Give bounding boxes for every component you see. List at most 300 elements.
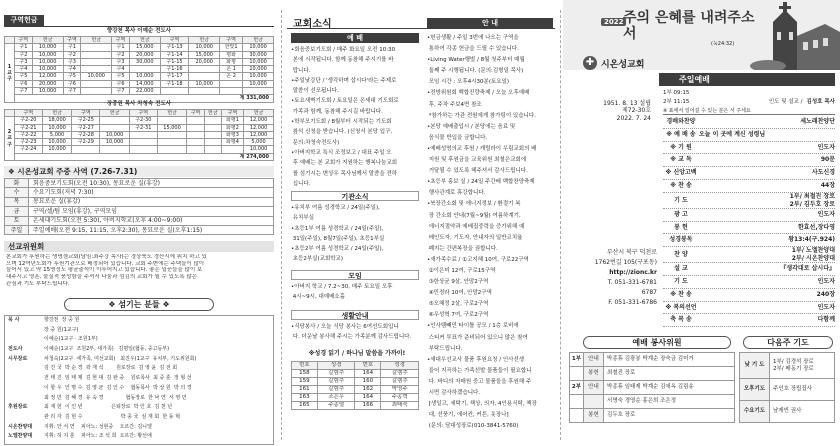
volunteer-role: 봉헌 [584, 409, 604, 423]
news-line: ④민정라 10여, 안맘2구역 [427, 290, 492, 297]
schedule-desc: 몽묘로운 실(휴강) [29, 197, 274, 206]
news-line: •새가족수료 / ①고지혜 10여, 구로22구역 [427, 256, 529, 263]
guide-title: 안 내 [427, 18, 553, 28]
news-line: •본당 예배출입시 / 본당에는 음료 및 [427, 123, 516, 130]
news-line: •학부모기도회 / 8월부터 시작되는 기도회 [291, 119, 392, 126]
table-header-cell: 헌금 [32, 37, 63, 44]
volunteer-names: 최철진 장로 [604, 367, 735, 381]
bible-reading-title: ※성경 읽기 / 하나님 말씀을 가까이! [308, 350, 406, 357]
divider [4, 26, 274, 27]
table-cell [157, 131, 187, 138]
volunteer-service: 1부 [570, 353, 584, 367]
table-cell [157, 117, 187, 124]
volunteer-service [570, 395, 584, 409]
table-cell: 온 1 [220, 66, 243, 73]
news-meeting-items [291, 282, 421, 303]
worship-order-row [663, 234, 835, 247]
table-cell [129, 146, 157, 153]
worship-title: 주일예배 [659, 73, 835, 86]
schedule-day: 토 [5, 216, 29, 225]
schedule-day: 수 [5, 188, 29, 197]
mission-line: 들어서 있고 약 15명정도 평균출석이 이루어지고 있습니다. 좋은 일꾼들을 많이 보 [6, 267, 203, 274]
news-line: 본에 시작됩니다. 함께 동참해 주시기를 바 [291, 57, 394, 64]
table-cell: 구6 [15, 80, 33, 87]
table-header-cell: 구역 [72, 110, 100, 117]
table-cell: 30,000 [129, 58, 160, 65]
nextweek-table [739, 352, 835, 423]
servant-row [5, 413, 273, 423]
volunteer-service [570, 409, 584, 423]
panel-divider [281, 10, 282, 440]
table-header-cell: 헌금 [157, 110, 187, 117]
table-header-cell: 구역 [221, 110, 243, 117]
table-cell: 구4 [15, 66, 33, 73]
news-line: •전방위원회 백합진량축제 / 오늘 오후예배 [427, 90, 530, 97]
worship-order-row [663, 276, 835, 289]
news-line: 행사관계로 휴강합니다. [427, 190, 486, 197]
bible-reading-table [291, 361, 419, 410]
schedule-day: 화 [5, 179, 29, 188]
contact-url[interactable]: http://zionc.kr [609, 269, 657, 276]
volunteer-names: 박종휴 김광봉 박계순 장숙금 김미거 [604, 353, 735, 367]
news-line: •유치부 여름 성경학교 / 24일(주일), [291, 205, 380, 211]
news-line: 후, 주차 주보4면 참조 [427, 101, 482, 108]
volunteer-row [570, 381, 735, 395]
news-section-org: 기관소식 [291, 191, 419, 201]
table-cell: 구7 [112, 87, 130, 94]
schedule-row [5, 216, 274, 225]
news-line: 십니다. [291, 180, 311, 187]
table-cell: 갈렘추 [381, 378, 419, 386]
schedule-row [5, 179, 274, 188]
volunteer-row [570, 395, 735, 409]
table-cell: 구1-16 [160, 66, 189, 73]
news-line: •Living Water행벌 / 8월 첫주부터 매월 [427, 57, 525, 64]
servant-names: 이예순(1교구 조원2부, 새가족) 김평일(협동, 중고등부) [44, 346, 170, 353]
servant-role [8, 413, 44, 423]
schedule-desc: 회음중보기도회(오전 10:30), 몽묘로운 실(휴강) [29, 179, 274, 188]
table-cell: 20,000 [129, 51, 160, 58]
worship-order-person: 1부/ 최철진 장로 2부/ 김두호 장로 [789, 192, 835, 208]
header-year: 2022 [601, 18, 626, 26]
table-cell: 15,000 [157, 124, 187, 131]
table-cell: 20,000 [32, 80, 63, 87]
servant-row [5, 403, 273, 413]
table-cell: 구3 [63, 58, 81, 65]
worship-time-row [663, 89, 835, 98]
table-cell [204, 139, 221, 146]
table-cell: 구2-29 [72, 139, 100, 146]
news-line: 를 섬기시는 변상우 목사님께서 말씀을 전하 [291, 170, 398, 177]
table-header-cell [5, 37, 15, 44]
table-cell: 159 [292, 378, 318, 386]
news-line: 에너지절약과 예배집중력을 증가위해 예 [427, 223, 525, 230]
finance-table1-subtitle: 향강천 목사 이예순 전도사 [106, 28, 172, 34]
table-cell: 10,000 [32, 51, 63, 58]
news-worship-items [291, 45, 421, 189]
nextweek-title: 다음주 기도 [743, 336, 833, 349]
table-cell: 10,000 [243, 58, 274, 65]
total-row [5, 153, 274, 160]
worship-order-item: 찬 양 [674, 251, 688, 259]
volunteer-names: 서명숙 경영순 홍은희 조은정 [604, 395, 735, 409]
news-line: 부탁드립니다. [427, 345, 463, 352]
table-header-row [292, 362, 419, 370]
table-cell: 12,000 [32, 73, 63, 80]
panel-right [563, 0, 840, 446]
table-cell: 164 [355, 370, 381, 378]
table-cell [189, 73, 220, 80]
table-cell: 구5 [63, 73, 81, 80]
table-header-cell: 구역 [220, 37, 243, 44]
news-line: 장 간소회 안내(7월~9월) 여름하계기, [427, 212, 521, 219]
worship-order-desc [699, 193, 765, 208]
worship-order-person: 사도신경 [811, 169, 835, 177]
header-banner [563, 0, 840, 70]
worship-order-person [765, 129, 835, 141]
worship-order-row [663, 154, 835, 167]
table-cell [100, 146, 130, 153]
news-line: 참석 신청을 받습니다. (신청서 본당 입구, [291, 129, 393, 136]
table-header-cell: 구역 [63, 37, 81, 44]
finance-title: 구역헌금 [4, 15, 44, 26]
panel-left [4, 4, 276, 442]
table-cell: 평화 [220, 51, 243, 58]
servant-role [8, 394, 44, 404]
table-cell: 10,000 [42, 146, 72, 153]
worship-order-row [663, 247, 835, 263]
news-line: 모임 시간 : 오후4시30분(토요일) [427, 79, 510, 86]
schedule-table [4, 178, 274, 235]
worship-order-desc [699, 167, 765, 179]
servant-row [5, 432, 273, 442]
table-cell: 화평 [220, 58, 243, 65]
volunteer-service: 2부 [570, 381, 584, 395]
table-cell: 15,000 [129, 44, 160, 51]
table-cell [187, 139, 204, 146]
worship-order-person: 한효선,장다영 [797, 223, 835, 231]
meta-block [581, 100, 651, 122]
servant-names: 지휘: 허 지 훈 피아노: 조 석 희 오르간: 황선애 [44, 433, 152, 440]
worship-order-item: 기 도 [674, 277, 688, 285]
table-cell: 164 [355, 394, 381, 402]
table-cell: 구4 [63, 66, 81, 73]
servant-row [5, 374, 273, 384]
servant-row [5, 326, 273, 336]
panel-middle [287, 4, 557, 442]
worship-order-person: 인도자 [817, 210, 835, 218]
worship-order-person: 240장 [816, 290, 835, 298]
schedule-day: 주일 [5, 225, 29, 234]
worship-order-item: ※ 예 배 송 [666, 130, 696, 138]
mission-title: 선교위원회 [4, 241, 274, 252]
table-header-cell: 헌금 [189, 37, 220, 44]
table-cell: 18,000 [42, 117, 72, 124]
table-cell [81, 44, 112, 51]
table-cell: 10,000 [189, 44, 220, 51]
worship-order-person: 44장 [820, 181, 835, 189]
news-line: 폐지는 간편복장을 권합니다. [427, 245, 498, 252]
table-cell [187, 117, 204, 124]
worship-order-item: 경배와찬양 [666, 118, 696, 125]
news-line: 대, 선풍기, 에어컨, 커튼, 옷장나] [427, 412, 509, 419]
servant-names: 차청숙(2교구 세가족, 여선교회) 최진우(1교구 유치부, 기도위원회) [44, 355, 197, 362]
schedule-day: 목 [5, 197, 29, 206]
news-line: ⑥우성혁 7여, 구로2구역 [427, 312, 489, 319]
news-line: •아버지학교 특식 조정보고 / 대표 주일 오 [291, 149, 392, 156]
table-cell: 10,000 [32, 58, 63, 65]
worship-order-item: 축 복 송 [670, 316, 692, 324]
meta-date: 2022. 7. 24 [616, 114, 651, 122]
table-header-row [5, 110, 274, 117]
table-cell [129, 66, 160, 73]
table-cell: 15,000 [189, 51, 220, 58]
table-cell [81, 51, 112, 58]
worship-order-item: ※ 기 원 [670, 143, 692, 151]
table-cell: 한빛1 [220, 44, 243, 51]
table-row [5, 44, 274, 51]
worship-order-item: ※ 복의선언 [665, 303, 697, 311]
servant-names: 장 중 원(1교구) [44, 326, 79, 333]
table-cell: 구2-27 [72, 124, 100, 131]
table-cell: 구2 [15, 51, 33, 58]
worship-order-item: 성경봉독 [669, 236, 693, 244]
contact-tel: T. 051-331-6781 [607, 279, 657, 286]
volunteer-row [570, 353, 735, 367]
worship-time: 1부 09:15 [663, 90, 690, 96]
servant-names: 지휘: 안 서 연 피아노: 성현중 오르간: 김니엘 [44, 423, 152, 430]
table-cell [189, 66, 220, 73]
guide-items [427, 33, 555, 432]
servant-names: 이 항 우 인 명 수 김 영 균 김 인 수 협동목사 박 상 원 박 의 경 [44, 384, 192, 391]
table-header-cell: 구역 [15, 37, 33, 44]
worship-order-desc [699, 302, 765, 314]
worship-order [663, 116, 835, 327]
servant-row [5, 384, 273, 394]
table-cell: 구3 [112, 58, 130, 65]
table-cell: 10,000 [81, 73, 112, 80]
table-cell: 10,000 [243, 44, 274, 51]
volunteer-role [584, 395, 604, 409]
worship-order-row [663, 142, 835, 155]
table-cell: 10,000 [243, 80, 274, 87]
volunteers-title: 예배 봉사위원 [583, 336, 731, 349]
news-line: 31일(주일), 8월7일(주일), 초등1부실 [291, 235, 385, 242]
servant-names: 최 재 헌 이 인 빈 은퇴장로 박 인 호 김 천 년 [44, 404, 173, 411]
schedule-title: ❖ 시온성교회 주중 사역 (7.26-7.31) [4, 166, 274, 177]
table-cell: 구7 [63, 87, 81, 94]
table-cell: 10,000 [129, 73, 160, 80]
nextweek-row [740, 401, 835, 423]
table-cell: 구2-31 [129, 124, 157, 131]
table-cell: 구2-30 [129, 117, 157, 124]
table-cell: 12,000 [244, 124, 274, 131]
table-cell: 구2-23 [15, 139, 43, 146]
table-cell: 구2-25 [72, 117, 100, 124]
table-cell: 163 [292, 394, 318, 402]
worship-order-row [663, 180, 835, 193]
table-cell: 갈렘추 [381, 370, 419, 378]
table-cell: 구6 [112, 80, 130, 87]
nextweek-label: 오후기도 [740, 379, 770, 401]
news-line: 랍니다. [291, 67, 311, 74]
table-cell [81, 80, 112, 87]
group-label: 2 교 구 [5, 117, 15, 161]
table-header-cell: 성경 [381, 362, 419, 370]
news-line: 지원 및 후원금을 교육위원 최철은교회에 [427, 157, 527, 164]
table-cell: 구5 [15, 73, 33, 80]
table-cell: 165 [292, 402, 318, 410]
table-header-row [5, 37, 274, 44]
nextweek-label: 수요기도 [740, 401, 770, 423]
table-row [5, 73, 274, 80]
table-cell: 온 2 [220, 73, 243, 80]
table-header-cell: 헌금 [129, 37, 160, 44]
header-title: 주의 은혜를 내려주소서 [623, 10, 755, 42]
table-row [5, 51, 274, 58]
table-cell [204, 124, 221, 131]
worship-order-person: 세노래찬양단 [800, 118, 835, 125]
contact-block [567, 248, 657, 308]
news-line: •회음중보기도회 / 매주 화요일 오전 10:30 [291, 47, 396, 53]
table-cell: 160 [355, 378, 381, 386]
nextweek-row [740, 353, 835, 379]
table-cell: 화평3 [221, 131, 243, 138]
news-line: •초등부 홍보 실 / 24일 주간배 백합찬양축제 [427, 179, 535, 186]
servant-role [8, 364, 44, 374]
table-cell [204, 146, 221, 153]
table-cell: 5,000 [42, 131, 72, 138]
schedule-row [5, 225, 274, 234]
table-cell: 166 [355, 402, 381, 410]
volunteer-names: 김두호 장로 [604, 409, 735, 423]
contact-address: 부산시 북구 덕천로 [606, 249, 657, 256]
volunteer-service [570, 367, 584, 381]
worship-order-desc [699, 222, 765, 234]
meta-established: 1951. 8. 13 설립 [603, 100, 651, 107]
table-cell [220, 87, 243, 94]
nextweek-person: 주인호 장립집사 [770, 379, 835, 401]
table-cell [129, 139, 157, 146]
table-row [5, 87, 274, 94]
worship-order-desc [699, 209, 765, 221]
news-line: •주일낮강단 / '생각하며 삽시다'라는 주제로 [291, 77, 397, 84]
volunteer-role: 안내 [584, 353, 604, 367]
table-cell: 구7 [15, 87, 33, 94]
table-header-cell: 성경 [317, 362, 355, 370]
church-logo-icon: ✚ [583, 56, 597, 70]
table-cell: 30,000 [243, 51, 274, 58]
schedule-row [5, 188, 274, 197]
news-line: 거달될 수 있도록 헤주셔서 감사드립니다. [427, 168, 528, 175]
servant-row [5, 345, 273, 355]
servant-row [5, 423, 273, 433]
table-header-cell [5, 110, 15, 117]
table-cell [187, 146, 204, 153]
worship-order-row [663, 209, 835, 222]
volunteer-row [570, 409, 735, 423]
table-row [292, 378, 419, 386]
table-header-cell: 번호 [292, 362, 318, 370]
table-header-cell: 헌금 [100, 110, 130, 117]
worship-order-person: 인도자 [817, 303, 835, 311]
table-cell: 10,000 [243, 73, 274, 80]
table-header-cell: 구역 [112, 37, 130, 44]
finance-table2-subtitle: 장중원 목사 차청숙 전도사 [106, 101, 172, 107]
table-cell: 구1-14 [160, 51, 189, 58]
worship-time-row [663, 98, 835, 107]
table-cell: 10,000 [42, 139, 72, 146]
news-line: ②이은미 12여, 구로15구역 [427, 267, 496, 274]
table-cell: 14,000 [129, 80, 160, 87]
table-cell: 10,000 [32, 87, 63, 94]
schedule-day: 금 [5, 207, 29, 216]
table-cell: 조은우 [317, 394, 355, 402]
servant-row [5, 394, 273, 404]
worship-times [663, 89, 835, 107]
table-row [5, 131, 274, 138]
worship-leader-label [723, 89, 835, 98]
schedule-row [5, 197, 274, 206]
news-line: 시면 감사하겠습니다. [427, 390, 481, 396]
news-title: 교회소식 [293, 19, 332, 30]
worship-order-item: 봉 헌 [674, 223, 688, 231]
servant-role [8, 335, 44, 345]
servant-names: 관 리 자 김 현 수 박 종 국 심 재 회 한 동 혁 [44, 413, 181, 420]
worship-time: 2부 11:15 [663, 99, 690, 105]
table-cell: 화평1 [221, 117, 243, 124]
mission-line: 으며 12여년도회가 후원기관으로 배정되어 있습니다. 교회 주변에는 주택들이 많이 [6, 260, 205, 267]
servant-role: 시온찬양대 [8, 423, 33, 430]
news-line: •새대우선교사 물품 후원요청 / 인사선생 [427, 356, 525, 363]
table-header-cell: 헌금 [243, 37, 274, 44]
finance-table-1 [4, 36, 274, 103]
servants-title: ❖ 섬기는 분들 ❖ [64, 298, 214, 311]
news-line: •식당봉사 / 오늘 식당 봉사는 6여선도회입니 [291, 324, 399, 330]
news-line: 음식물 반입을 금합니다. [427, 134, 488, 141]
table-header-cell: 구역 [129, 110, 157, 117]
table-cell [189, 87, 220, 94]
worship-order-item: 광 고 [674, 210, 688, 218]
meta-volume: 제72-30호 [621, 107, 651, 115]
contact-tel2: 6787 [641, 289, 657, 296]
table-cell: 주종렬 [317, 402, 355, 410]
worship-order-person: 다함께 [817, 316, 835, 324]
worship-order-item: ※ 교 독 [670, 156, 692, 164]
table-cell: 10,000 [189, 80, 220, 87]
servant-role: 시무장로 [8, 355, 28, 362]
news-line: •예배성명의교 후원 / 캐럴라이 우림교회의 배 [427, 145, 537, 152]
worship-order-row [663, 302, 835, 315]
table-cell: 12,000 [244, 131, 274, 138]
table-header-cell: 구역 [15, 110, 43, 117]
table-row [5, 124, 274, 131]
news-line: 4시~9시, 대예배소홀 [291, 294, 346, 301]
table-row [5, 146, 274, 153]
schedule-desc: 주일예배(오전 9:15, 11:15, 오후2:30), 몽묘로운 실(오후1:15) [29, 225, 274, 234]
servant-names: 향강천 장 중 원 [44, 317, 80, 323]
church-name: 시온성교회 [601, 60, 645, 70]
servant-row [5, 364, 273, 374]
table-cell: 구1 [112, 44, 130, 51]
table-row [292, 370, 419, 378]
schedule-row [5, 207, 274, 216]
table-cell: 12,000 [244, 117, 274, 124]
volunteers-table [569, 352, 735, 423]
mission-line: 관심과 기도 부탁드립니다. [6, 280, 70, 287]
table-cell: 10,000 [100, 131, 130, 138]
news-line: 다. 바디의 자매원 중고 물품들을 후원해 주 [427, 378, 532, 385]
